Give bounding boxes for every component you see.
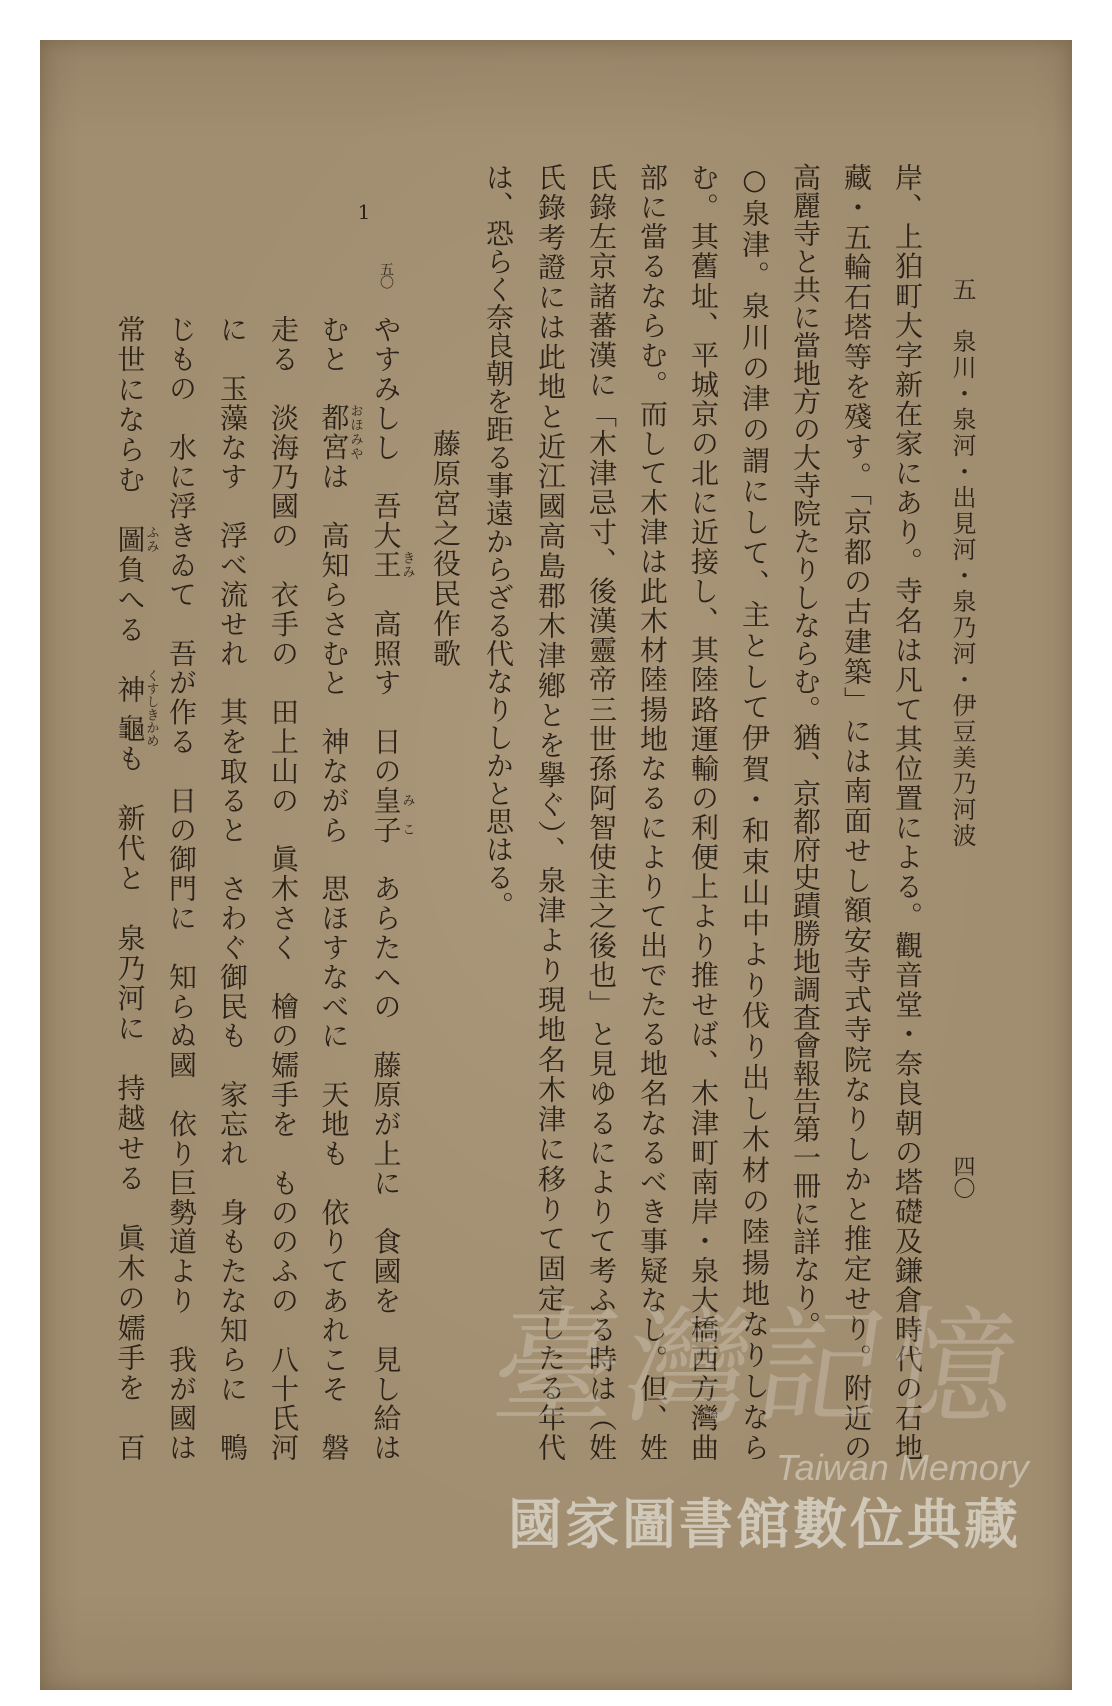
furigana: ふみ [143,524,159,553]
poem-line [255,315,311,1461]
running-head: 五 泉川・泉河・出見河・泉乃河・伊豆美乃河波 [948,277,976,849]
poem-text-segment: 高照す 日の [369,579,403,786]
poem-text-segment: は 高知らさむと 神ながら 思ほすなべに 天地も 依りてあれこそ 磐 [317,462,351,1462]
ruby-word: 王きみ [369,550,415,580]
prose-line: 高麗寺と共に當地方の大寺院たりしならむ。猶、京都府史蹟勝地調査會報告第一冊に詳なり。 [789,163,822,1339]
page-number: 四〇 [950,1155,975,1199]
poem-text-segment: 走る 淡海乃國の 衣手の 田上山の 眞木さく 檜の嬬手を もののふの 八十氏河 [267,315,300,1461]
poem-text-segment: やすみしし 吾大 [369,315,403,551]
poem-text-segment: むと [317,315,351,404]
poem-text-segment: じもの 水に浮きゐて 吾が作る 日の御門に 知らぬ國 依り巨勢道より 我が國は [165,315,198,1461]
watermark-english: Taiwan Memory [776,1447,1029,1488]
poem-text-segment: も 新代と 泉乃河に 持越せる 眞木の嬬手を 百 [113,741,147,1462]
prose-line: む。其舊址、平城京の北に近接し、其陸路運輸の利便上より推せば、木津町南岸・泉大橋西方灣曲 [687,163,720,1461]
poem-line [306,315,362,1461]
ruby-word: 都宮おほみや [317,403,363,463]
ruby-word: 圖ふみ [113,524,159,555]
furigana: おほみや [347,403,363,461]
prose-line: 部に當るならむ。而して木津は此木材陸揚地なるによりて出でたる地名なるべき事疑なし。但、姓 [636,163,669,1461]
poem-volume: 1 [352,200,376,224]
prose-line: 氏錄考證には此地と近江國高島郡木津鄕とを擧ぐ）、泉津より現地名木津に移りて固定したる年代 [534,163,567,1462]
poem-text-segment: 負へる [113,554,147,675]
furigana: くすしきかめ [143,669,159,748]
poem-line [358,315,414,1461]
poem-text-segment: に 玉藻なす 浮べ流せれ 其を取ると さわぐ御民も 家忘れ 身もたな知らに 鴨 [216,315,249,1461]
ruby-word: 皇子みこ [369,785,415,845]
furigana: みこ [399,785,415,844]
prose-line: 藏・五輪石塔等を殘す。「京都の古建築」には南面せし額安寺式寺院なりしかと推定せり。附近の [840,163,873,1461]
watermark-logo: 臺灣記憶 [483,1294,1033,1441]
prose-line: 氏錄左京諸蕃漢に「木津忌寸、後漢靈帝三世孫阿智使主之後也」と見ゆるによりて考ふる時は（姓 [585,163,618,1462]
prose-line: ○泉津。泉川の津の謂にして、主として伊賀・和束山中より伐り出し木材の陸揚地なりしなら [738,163,771,1461]
poem-line [102,315,158,1461]
poem-line [204,315,260,1461]
poem-title: 藤原宮之役民作歌 [429,429,462,669]
furigana: きみ [399,550,415,579]
poem-text-segment: あらたへの 藤原が上に 食國を 見し給は [369,844,403,1462]
prose-line: は、恐らく奈良朝を距る事遠からざる代なりしかと思はる。 [482,163,515,919]
watermark-library: 國家圖書館數位典藏 [508,1493,1021,1556]
poem-number: 五〇 [378,262,394,288]
poem-text-segment: 常世にならむ [113,315,147,525]
prose-line: 岸、上狛町大字新在家にあり。寺名は凡て其位置による。觀音堂・奈良朝の塔礎及鎌倉時代の石地 [891,163,924,1461]
poem-line [153,315,209,1461]
ruby-word: 神龜くすしきかめ [113,669,159,748]
